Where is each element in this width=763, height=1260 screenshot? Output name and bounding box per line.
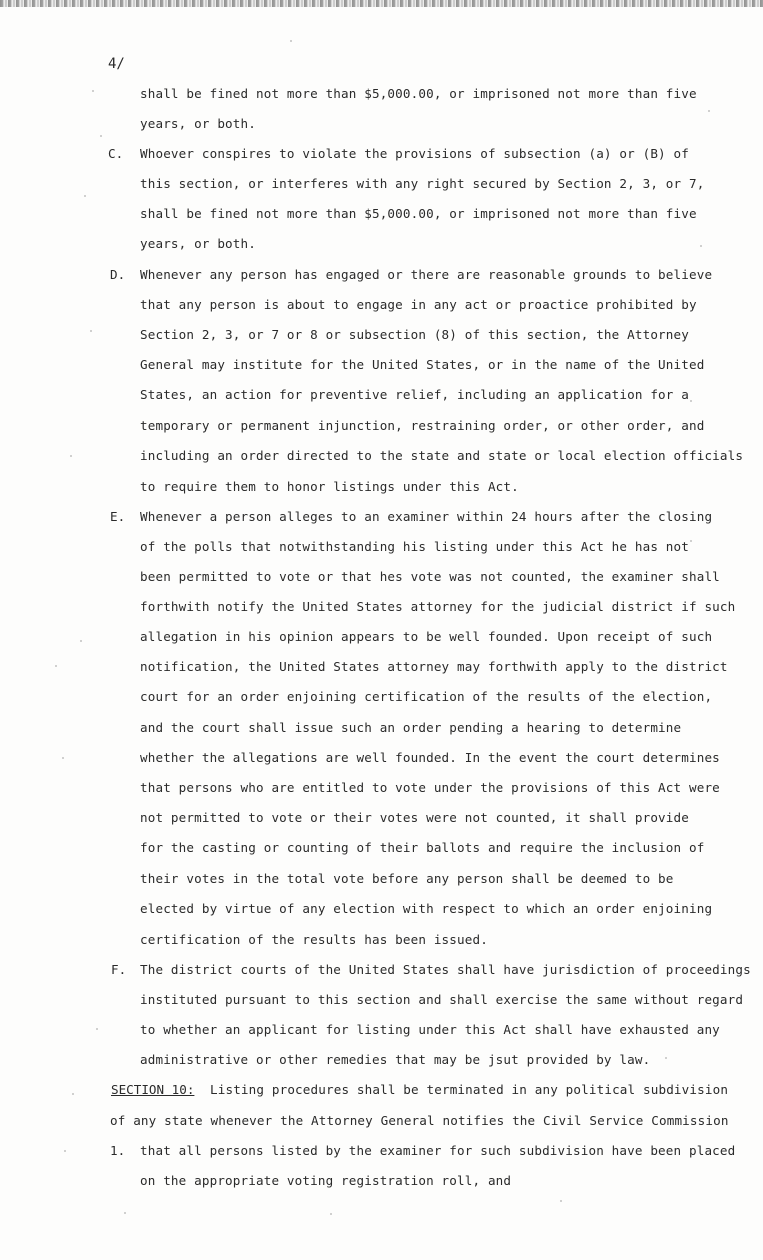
text-line: administrative or other remedies that may be jsut provided by law. (140, 1052, 651, 1067)
text-line: notification, the United States attorney may forthwith apply to the district (140, 659, 728, 674)
scan-speck (124, 1212, 126, 1214)
text-line: this section, or interferes with any right secured by Section 2, 3, or 7, (140, 176, 705, 191)
scan-speck (62, 757, 64, 759)
text-line: instituted pursuant to this section and shall exercise the same without regard (140, 992, 744, 1007)
text-line: Whoever conspires to violate the provisions of subsection (a) or (B) of (140, 146, 689, 161)
scan-speck (70, 455, 72, 457)
text-line: The district courts of the United States shall have jurisdiction of proceedings (140, 962, 751, 977)
page-number: 4/ (108, 56, 125, 72)
text-line: shall be fined not more than $5,000.00, or imprisoned not more than five (140, 206, 697, 221)
scan-speck (690, 400, 692, 402)
scan-speck (290, 40, 292, 42)
scan-top-edge (0, 0, 763, 7)
paragraph-marker-c: C. (108, 146, 124, 161)
text-line: Whenever a person alleges to an examiner within 24 hours after the closing (140, 509, 713, 524)
scan-speck (96, 1028, 98, 1030)
scan-speck (665, 1057, 667, 1059)
scan-speck (84, 195, 86, 197)
text-line: Section 2, 3, or 7 or 8 or subsection (8) of this section, the Attorney (140, 327, 689, 342)
text-line: States, an action for preventive relief, including an application for a (140, 387, 689, 402)
text-line: that all persons listed by the examiner for such subdivision have been placed (140, 1143, 736, 1158)
text-line: whether the allegations are well founded. In the event the court determines (140, 750, 720, 765)
text-line: and the court shall issue such an order pending a hearing to determine (140, 720, 682, 735)
scan-speck (690, 540, 692, 542)
text-line: court for an order enjoining certification of the results of the election, (140, 689, 713, 704)
scan-speck (72, 1093, 74, 1095)
scan-speck (80, 640, 82, 642)
text-line: to require them to honor listings under this Act. (140, 479, 519, 494)
text-line: of any state whenever the Attorney General notifies the Civil Service Commission (110, 1113, 729, 1128)
text-line: Whenever any person has engaged or there are reasonable grounds to believe (140, 267, 713, 282)
item-marker-1: 1. (110, 1143, 126, 1158)
scan-speck (100, 135, 102, 137)
text-line: certification of the results has been issued. (140, 932, 488, 947)
scan-speck (708, 110, 710, 112)
scan-speck (55, 665, 57, 667)
text-line: elected by virtue of any election with respect to which an order enjoining (140, 901, 713, 916)
section-heading-text: SECTION 10: (111, 1082, 195, 1097)
scan-speck (90, 330, 92, 332)
text-line: not permitted to vote or their votes were not counted, it shall provide (140, 810, 689, 825)
text-line: allegation in his opinion appears to be well founded. Upon receipt of such (140, 629, 713, 644)
text-line: Listing procedures shall be terminated in any political subdivision (210, 1082, 729, 1097)
text-line: that persons who are entitled to vote under the provisions of this Act were (140, 780, 720, 795)
text-line: to whether an applicant for listing under this Act shall have exhausted any (140, 1022, 720, 1037)
text-line: been permitted to vote or that hes vote was not counted, the examiner shall (140, 569, 720, 584)
scan-speck (700, 245, 702, 247)
section-10-heading (111, 1082, 194, 1098)
paragraph-marker-f: F. (111, 962, 127, 977)
scan-speck (64, 1150, 66, 1152)
text-line: that any person is about to engage in any act or proactice prohibited by (140, 297, 697, 312)
text-line: their votes in the total vote before any person shall be deemed to be (140, 871, 674, 886)
scan-speck (330, 1213, 332, 1215)
text-line: years, or both. (140, 236, 256, 251)
text-line: on the appropriate voting registration roll, and (140, 1173, 512, 1188)
text-line: shall be fined not more than $5,000.00, or imprisoned not more than five (140, 86, 697, 101)
text-line: years, or both. (140, 116, 256, 131)
text-line: temporary or permanent injunction, restraining order, or other order, and (140, 418, 705, 433)
text-line: for the casting or counting of their ballots and require the inclusion of (140, 840, 705, 855)
scan-speck (92, 90, 94, 92)
scan-speck (560, 1200, 562, 1202)
text-line: forthwith notify the United States attorney for the judicial district if such (140, 599, 736, 614)
text-line: General may institute for the United States, or in the name of the United (140, 357, 705, 372)
text-line: of the polls that notwithstanding his listing under this Act he has not (140, 539, 689, 554)
paragraph-marker-e: E. (110, 509, 126, 524)
paragraph-marker-d: D. (110, 267, 126, 282)
text-line: including an order directed to the state and state or local election officials (140, 448, 744, 463)
